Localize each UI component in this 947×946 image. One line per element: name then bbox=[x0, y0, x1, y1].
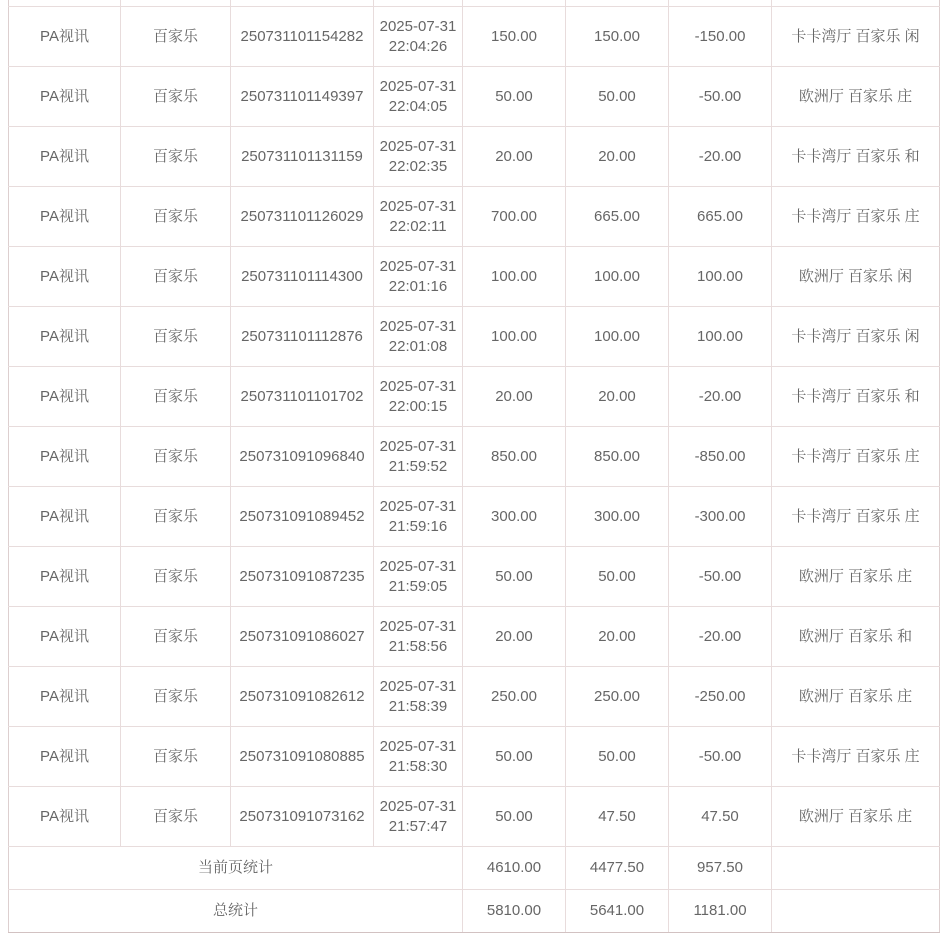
cell-bet-amount: 50.00 bbox=[463, 787, 566, 847]
table-row bbox=[9, 427, 940, 487]
cell-valid-bet: 50.00 bbox=[566, 67, 669, 127]
total-summary-bet: 5810.00 bbox=[463, 890, 566, 933]
table-row bbox=[9, 187, 940, 247]
cell-game-detail: 欧洲厅 百家乐 庄 bbox=[772, 67, 940, 127]
cell-game: 百家乐 bbox=[121, 367, 231, 427]
cell-platform: PA视讯 bbox=[9, 367, 121, 427]
cell-game: 百家乐 bbox=[121, 7, 231, 67]
cell-valid-bet: 20.00 bbox=[566, 367, 669, 427]
cell-game: 百家乐 bbox=[121, 667, 231, 727]
cell-platform: PA视讯 bbox=[9, 7, 121, 67]
cell-order-no: 250731101112876 bbox=[231, 307, 374, 367]
cell-platform: PA视讯 bbox=[9, 427, 121, 487]
cell-bet-amount: 20.00 bbox=[463, 127, 566, 187]
cell-order-no: 250731091073162 bbox=[231, 787, 374, 847]
cell-win-loss: -20.00 bbox=[669, 367, 772, 427]
table-row bbox=[9, 307, 940, 367]
table-row bbox=[9, 127, 940, 187]
cell-win-loss: -50.00 bbox=[669, 727, 772, 787]
cell-game: 百家乐 bbox=[121, 727, 231, 787]
cell-time: 2025-07-31 22:02:35 bbox=[374, 127, 463, 187]
total-summary-valid-bet: 5641.00 bbox=[566, 890, 669, 933]
cell-valid-bet: 250.00 bbox=[566, 667, 669, 727]
table-row bbox=[9, 787, 940, 847]
cell-bet-amount: 850.00 bbox=[463, 427, 566, 487]
cell-game: 百家乐 bbox=[121, 427, 231, 487]
cell-bet-amount: 20.00 bbox=[463, 607, 566, 667]
cell-order-no: 250731101149397 bbox=[231, 67, 374, 127]
cell-bet-amount: 100.00 bbox=[463, 307, 566, 367]
cell-platform: PA视讯 bbox=[9, 547, 121, 607]
cell-time: 2025-07-31 22:01:16 bbox=[374, 247, 463, 307]
cell-platform: PA视讯 bbox=[9, 487, 121, 547]
cell-game: 百家乐 bbox=[121, 187, 231, 247]
total-summary-empty-cell bbox=[772, 890, 940, 933]
cell-win-loss: -20.00 bbox=[669, 607, 772, 667]
cell-game-detail: 欧洲厅 百家乐 闲 bbox=[772, 247, 940, 307]
cell-game-detail: 欧洲厅 百家乐 庄 bbox=[772, 787, 940, 847]
table-row bbox=[9, 7, 940, 67]
table-row bbox=[9, 247, 940, 307]
cell-win-loss: -150.00 bbox=[669, 7, 772, 67]
cell-game-detail: 卡卡湾厅 百家乐 庄 bbox=[772, 727, 940, 787]
cell-win-loss: 100.00 bbox=[669, 247, 772, 307]
cell-game: 百家乐 bbox=[121, 67, 231, 127]
table-row bbox=[9, 367, 940, 427]
table-row bbox=[9, 487, 940, 547]
cell-game: 百家乐 bbox=[121, 307, 231, 367]
cell-order-no: 250731101154282 bbox=[231, 7, 374, 67]
cell-valid-bet: 100.00 bbox=[566, 307, 669, 367]
cell-valid-bet: 20.00 bbox=[566, 607, 669, 667]
cell-platform: PA视讯 bbox=[9, 787, 121, 847]
cell-order-no: 250731091089452 bbox=[231, 487, 374, 547]
cell-game-detail: 卡卡湾厅 百家乐 庄 bbox=[772, 187, 940, 247]
cell-game-detail: 欧洲厅 百家乐 和 bbox=[772, 607, 940, 667]
cell-time: 2025-07-31 22:04:05 bbox=[374, 67, 463, 127]
cell-order-no: 250731101126029 bbox=[231, 187, 374, 247]
cell-platform: PA视讯 bbox=[9, 127, 121, 187]
cell-platform: PA视讯 bbox=[9, 247, 121, 307]
cell-time: 2025-07-31 21:58:56 bbox=[374, 607, 463, 667]
cell-valid-bet: 150.00 bbox=[566, 7, 669, 67]
cell-valid-bet: 50.00 bbox=[566, 547, 669, 607]
cell-game-detail: 卡卡湾厅 百家乐 庄 bbox=[772, 427, 940, 487]
cell-time: 2025-07-31 21:58:30 bbox=[374, 727, 463, 787]
page-summary-empty-cell bbox=[772, 847, 940, 890]
cell-valid-bet: 20.00 bbox=[566, 127, 669, 187]
table-row bbox=[9, 607, 940, 667]
cell-game-detail: 卡卡湾厅 百家乐 和 bbox=[772, 127, 940, 187]
cell-game-detail: 欧洲厅 百家乐 庄 bbox=[772, 547, 940, 607]
page-summary-label: 当前页统计 bbox=[9, 847, 463, 890]
cell-bet-amount: 50.00 bbox=[463, 547, 566, 607]
cell-game: 百家乐 bbox=[121, 487, 231, 547]
cell-bet-amount: 250.00 bbox=[463, 667, 566, 727]
cell-game: 百家乐 bbox=[121, 787, 231, 847]
cell-valid-bet: 100.00 bbox=[566, 247, 669, 307]
cell-game-detail: 卡卡湾厅 百家乐 和 bbox=[772, 367, 940, 427]
cell-time: 2025-07-31 21:59:52 bbox=[374, 427, 463, 487]
cell-bet-amount: 700.00 bbox=[463, 187, 566, 247]
betting-records-table bbox=[8, 0, 940, 933]
cell-time: 2025-07-31 22:00:15 bbox=[374, 367, 463, 427]
cell-win-loss: -50.00 bbox=[669, 67, 772, 127]
cell-order-no: 250731091086027 bbox=[231, 607, 374, 667]
cell-win-loss: -850.00 bbox=[669, 427, 772, 487]
cell-platform: PA视讯 bbox=[9, 187, 121, 247]
table-row bbox=[9, 67, 940, 127]
cell-bet-amount: 20.00 bbox=[463, 367, 566, 427]
cell-win-loss: -20.00 bbox=[669, 127, 772, 187]
page-summary-win-loss: 957.50 bbox=[669, 847, 772, 890]
cell-game-detail: 卡卡湾厅 百家乐 庄 bbox=[772, 487, 940, 547]
cell-order-no: 250731101114300 bbox=[231, 247, 374, 307]
cell-order-no: 250731091087235 bbox=[231, 547, 374, 607]
cell-time: 2025-07-31 21:58:39 bbox=[374, 667, 463, 727]
cell-game: 百家乐 bbox=[121, 247, 231, 307]
cell-bet-amount: 100.00 bbox=[463, 247, 566, 307]
cell-win-loss: 665.00 bbox=[669, 187, 772, 247]
cell-order-no: 250731101131159 bbox=[231, 127, 374, 187]
cell-time: 2025-07-31 21:59:05 bbox=[374, 547, 463, 607]
cell-time: 2025-07-31 22:01:08 bbox=[374, 307, 463, 367]
cell-game-detail: 卡卡湾厅 百家乐 闲 bbox=[772, 7, 940, 67]
cell-order-no: 250731091096840 bbox=[231, 427, 374, 487]
page-summary-row bbox=[9, 847, 940, 890]
cell-win-loss: -250.00 bbox=[669, 667, 772, 727]
cell-order-no: 250731091082612 bbox=[231, 667, 374, 727]
total-summary-label: 总统计 bbox=[9, 890, 463, 933]
page-summary-valid-bet: 4477.50 bbox=[566, 847, 669, 890]
cell-order-no: 250731091080885 bbox=[231, 727, 374, 787]
cell-platform: PA视讯 bbox=[9, 667, 121, 727]
cell-win-loss: 100.00 bbox=[669, 307, 772, 367]
cell-game: 百家乐 bbox=[121, 607, 231, 667]
cell-time: 2025-07-31 22:02:11 bbox=[374, 187, 463, 247]
total-summary-win-loss: 1181.00 bbox=[669, 890, 772, 933]
cell-game-detail: 卡卡湾厅 百家乐 闲 bbox=[772, 307, 940, 367]
cell-platform: PA视讯 bbox=[9, 607, 121, 667]
cell-time: 2025-07-31 21:57:47 bbox=[374, 787, 463, 847]
cell-order-no: 250731101101702 bbox=[231, 367, 374, 427]
cell-win-loss: -50.00 bbox=[669, 547, 772, 607]
cell-bet-amount: 50.00 bbox=[463, 67, 566, 127]
cell-game-detail: 欧洲厅 百家乐 庄 bbox=[772, 667, 940, 727]
page-summary-bet: 4610.00 bbox=[463, 847, 566, 890]
cell-platform: PA视讯 bbox=[9, 727, 121, 787]
table-row bbox=[9, 667, 940, 727]
cell-win-loss: 47.50 bbox=[669, 787, 772, 847]
cell-bet-amount: 300.00 bbox=[463, 487, 566, 547]
cell-platform: PA视讯 bbox=[9, 307, 121, 367]
cell-game: 百家乐 bbox=[121, 547, 231, 607]
cell-valid-bet: 50.00 bbox=[566, 727, 669, 787]
table-row bbox=[9, 547, 940, 607]
cell-win-loss: -300.00 bbox=[669, 487, 772, 547]
cell-bet-amount: 150.00 bbox=[463, 7, 566, 67]
table-row bbox=[9, 727, 940, 787]
cell-valid-bet: 665.00 bbox=[566, 187, 669, 247]
cell-time: 2025-07-31 22:04:26 bbox=[374, 7, 463, 67]
cell-time: 2025-07-31 21:59:16 bbox=[374, 487, 463, 547]
cell-valid-bet: 47.50 bbox=[566, 787, 669, 847]
cell-game: 百家乐 bbox=[121, 127, 231, 187]
cell-bet-amount: 50.00 bbox=[463, 727, 566, 787]
cell-valid-bet: 300.00 bbox=[566, 487, 669, 547]
total-summary-row bbox=[9, 890, 940, 933]
cell-platform: PA视讯 bbox=[9, 67, 121, 127]
cell-valid-bet: 850.00 bbox=[566, 427, 669, 487]
